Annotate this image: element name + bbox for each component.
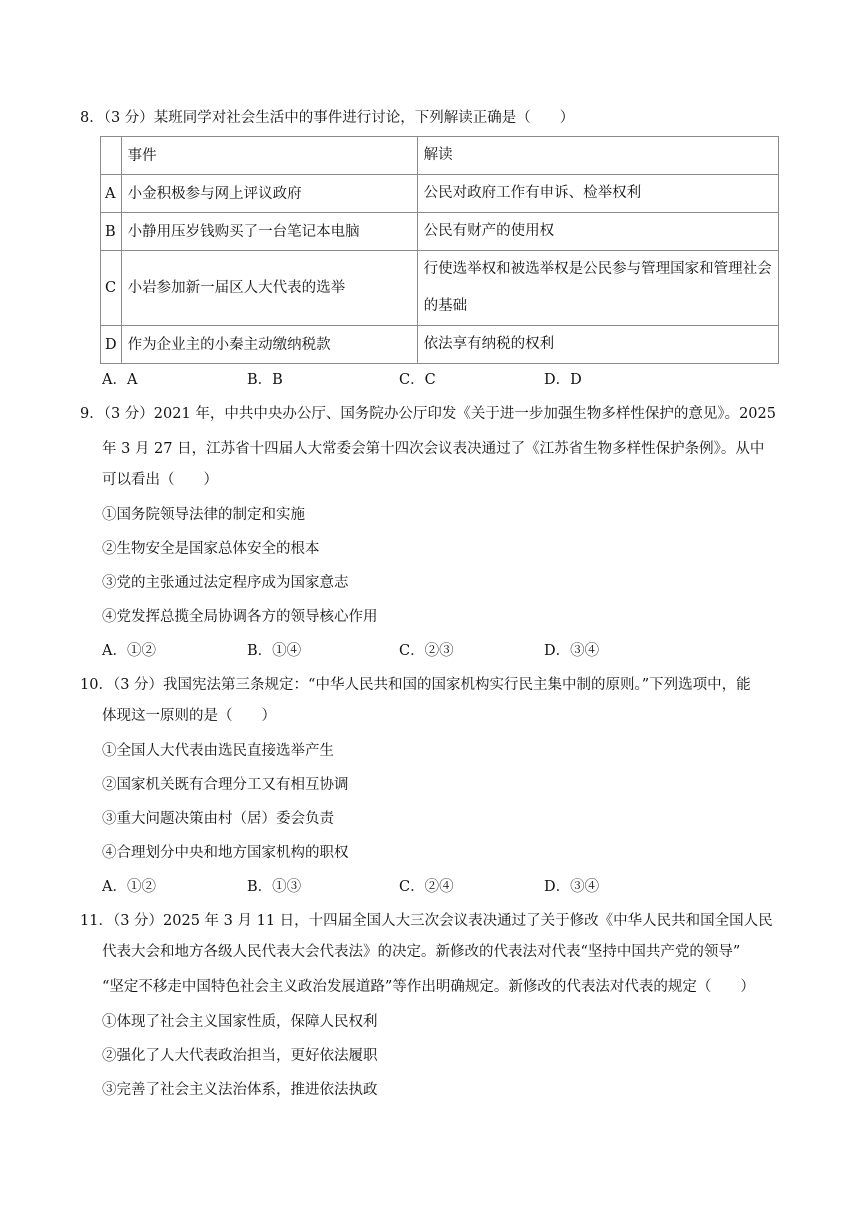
q9-statement-1: ①国务院领导法律的制定和实施 <box>102 507 305 523</box>
row-label: B <box>101 213 122 251</box>
table-row <box>101 175 779 213</box>
row-label: C <box>101 251 122 326</box>
row-reading: 公民有财产的使用权 <box>417 213 778 251</box>
q11-statement-1: ①体现了社会主义国家性质，保障人民权利 <box>102 1014 378 1030</box>
table-header-event: 事件 <box>121 137 417 175</box>
row-reading: 依法享有纳税的权利 <box>417 326 778 364</box>
row-event: 小金积极参与网上评议政府 <box>121 175 417 213</box>
q9-option-a[interactable]: A．①② <box>102 643 156 659</box>
q9-option-d[interactable]: D．③④ <box>544 643 600 659</box>
table-header-cell <box>101 137 122 175</box>
table-row <box>101 326 779 364</box>
q11-statement-3: ③完善了社会主义法治体系，推进依法执政 <box>102 1082 378 1098</box>
q10-option-a[interactable]: A．①② <box>102 879 156 895</box>
table-row <box>101 251 779 326</box>
row-reading: 公民对政府工作有申诉、检举权利 <box>417 175 778 213</box>
q10-statement-1: ①全国人大代表由选民直接选举产生 <box>102 743 334 759</box>
q10-statement-3: ③重大问题决策由村（居）委会负责 <box>102 811 334 827</box>
row-label: A <box>101 175 122 213</box>
q9-stem-line-3: 可以看出（ ） <box>102 472 218 488</box>
q11-stem-line-2: 代表大会和地方各级人民代表大会代表法》的决定。新修改的代表法对代表“坚持中国共产党的领导” <box>102 944 741 960</box>
q9-statement-3: ③党的主张通过法定程序成为国家意志 <box>102 575 349 591</box>
q8-stem: 8．（3 分）某班同学对社会生活中的事件进行讨论，下列解读正确是（ ） <box>80 110 575 126</box>
q8-option-b[interactable]: B．B <box>247 372 283 388</box>
q10-option-c[interactable]: C．②④ <box>399 879 454 895</box>
q8-option-d[interactable]: D．D <box>544 372 582 388</box>
q9-option-b[interactable]: B．①④ <box>247 643 302 659</box>
q9-statement-4: ④党发挥总揽全局协调各方的领导核心作用 <box>102 609 378 625</box>
q10-stem-line-2: 体现这一原则的是（ ） <box>102 708 276 724</box>
q9-statement-2: ②生物安全是国家总体安全的根本 <box>102 541 320 557</box>
q8-event-table <box>100 136 779 364</box>
row-event: 小岩参加新一届区人大代表的选举 <box>121 251 417 326</box>
q11-stem-line-1: 11．（3 分）2025 年 3 月 11 日，十四届全国人大三次会议表决通过了关于修改《中华人民共和国全国人民 <box>80 913 773 929</box>
row-reading: 行使选举权和被选举权是公民参与管理国家和管理社会的基础 <box>417 251 778 326</box>
q10-statement-4: ④合理划分中央和地方国家机构的职权 <box>102 845 349 861</box>
q9-stem-line-2: 年 3 月 27 日，江苏省十四届人大常委会第十四次会议表决通过了《江苏省生物多样性保护条例》。从中 <box>102 441 765 457</box>
table-header-row <box>101 137 779 175</box>
row-label: D <box>101 326 122 364</box>
q9-option-c[interactable]: C．②③ <box>399 643 454 659</box>
q11-stem-line-3: “坚定不移走中国特色社会主义政治发展道路”等作出明确规定。新修改的代表法对代表的规定（ ） <box>102 979 755 995</box>
q10-stem-line-1: 10．（3 分）我国宪法第三条规定：“中华人民共和国的国家机构实行民主集中制的原则。”下列选项中，能 <box>80 677 751 693</box>
q9-stem-line-1: 9．（3 分）2021 年，中共中央办公厅、国务院办公厅印发《关于进一步加强生物多样性保护的意见》。2025 <box>80 406 776 422</box>
q11-statement-2: ②强化了人大代表政治担当，更好依法履职 <box>102 1048 378 1064</box>
q8-option-c[interactable]: C．C <box>399 372 436 388</box>
table-row <box>101 213 779 251</box>
row-event: 小静用压岁钱购买了一台笔记本电脑 <box>121 213 417 251</box>
q10-option-d[interactable]: D．③④ <box>544 879 600 895</box>
table-header-reading: 解读 <box>417 137 778 175</box>
q8-option-a[interactable]: A．A <box>102 372 138 388</box>
q10-statement-2: ②国家机关既有合理分工又有相互协调 <box>102 777 349 793</box>
row-event: 作为企业主的小秦主动缴纳税款 <box>121 326 417 364</box>
q10-option-b[interactable]: B．①③ <box>247 879 302 895</box>
